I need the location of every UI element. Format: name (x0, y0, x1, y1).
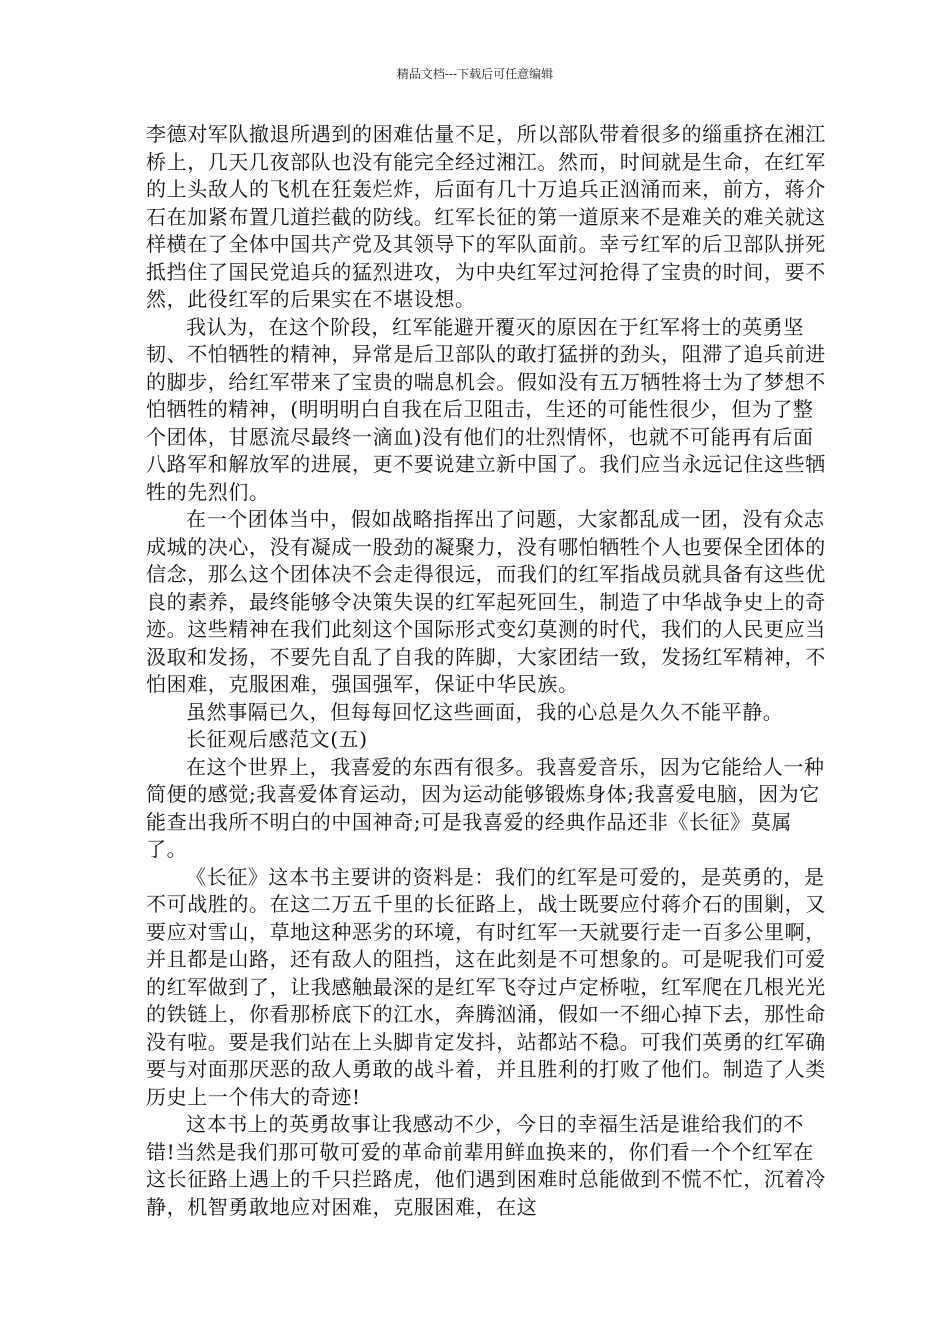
section-title: 长征观后感范文(五) (186, 727, 368, 751)
paragraph-3: 在一个团体当中，假如战略指挥出了问题，大家都乱成一团，没有众志成城的决心，没有凝成一股劲的凝聚力，没有哪怕牺牲个人也要保全团体的信念，那么这个团体决不会走得很远，而我们的红军指战员就具备有这些优良的素养，最终能够令决策失误的红军起死回生，制造了中华战争史上的奇迹。这些精神在我们此刻这个国际形式变幻莫测的时代，我们的人民更应当汲取和发扬，不要先自乱了自我的阵脚，大家团结一致，发扬红军精神，不怕困难，克服困难，强国强军，保证中华民族。 (146, 507, 826, 696)
paragraph-6: 《长征》这本书主要讲的资料是：我们的红军是可爱的，是英勇的，是不可战胜的。在这二万五千里的长征路上，战士既要应付蒋介石的围剿，又要应对雪山，草地这种恶劣的环境，有时红军一天就要行走一百多公里啊，并且都是山路，还有敌人的阻挡，这在此刻是不可想象的。可是呢我们可爱的红军做到了，让我感触最深的是红军飞夺过卢定桥啦，红军爬在几根光光的铁链上，你看那桥底下的江水，奔腾汹涌，假如一不细心掉下去，那性命没有啦。要是我们站在上头脚肯定发抖，站都站不稳。可我们英勇的红军确要与对面那厌恶的敌人勇敢的战斗着，并且胜利的打败了他们。制造了人类历史上一个伟大的奇迹! (146, 864, 826, 1109)
paragraph-1: 李德对军队撤退所遇到的困难估量不足，所以部队带着很多的缁重挤在湘江桥上，几天几夜部队也没有能完全经过湘江。然而，时间就是生命，在红军的上头敌人的飞机在狂轰烂炸，后面有几十万追兵正汹涌而来，前方，蒋介石在加紧布置几道拦截的防线。红军长征的第一道原来不是难关的难关就这样横在了全体中国共产党及其领导下的军队面前。幸亏红军的后卫部队拼死抵挡住了国民党追兵的猛烈进攻，为中央红军过河抢得了宝贵的时间，要不然，此役红军的后果实在不堪设想。 (146, 122, 826, 311)
paragraph-7: 这本书上的英勇故事让我感动不少，今日的幸福生活是谁给我们的不错!当然是我们那可敬可爱的革命前辈用鲜血换来的，你们看一个个红军在这长征路上遇上的千只拦路虎，他们遇到困难时总能做到不慌不忙，沉着冷静，机智勇敢地应对困难，克服困难，在这 (146, 1112, 826, 1219)
paragraph-5: 在这个世界上，我喜爱的东西有很多。我喜爱音乐，因为它能给人一种简便的感觉;我喜爱体育运动，因为运动能够锻炼身体;我喜爱电脑，因为它能查出我所不明白的中国神奇;可是我喜爱的经典作品还非《长征》莫属了。 (146, 754, 825, 861)
page-header: 精品文档---下载后可任意编辑 (396, 67, 554, 81)
paragraph-2: 我认为，在这个阶段，红军能避开覆灭的原因在于红军将士的英勇坚韧、不怕牺牲的精神，异常是后卫部队的敢打猛拼的劲头，阻滞了追兵前进的脚步，给红军带来了宝贵的喘息机会。假如没有五万牺牲将士为了梦想不怕牺牲的精神，(明明明白自我在后卫阻击，生还的可能性很少，但为了整个团体，甘愿流尽最终一滴血)没有他们的壮烈情怀，也就不可能再有后面八路军和解放军的进展，更不要说建立新中国了。我们应当永远记住这些牺牲的先烈们。 (146, 314, 826, 504)
document-body (146, 121, 826, 1221)
paragraph-4: 虽然事隔已久，但每每回忆这些画面，我的心总是久久不能平静。 (186, 699, 784, 724)
